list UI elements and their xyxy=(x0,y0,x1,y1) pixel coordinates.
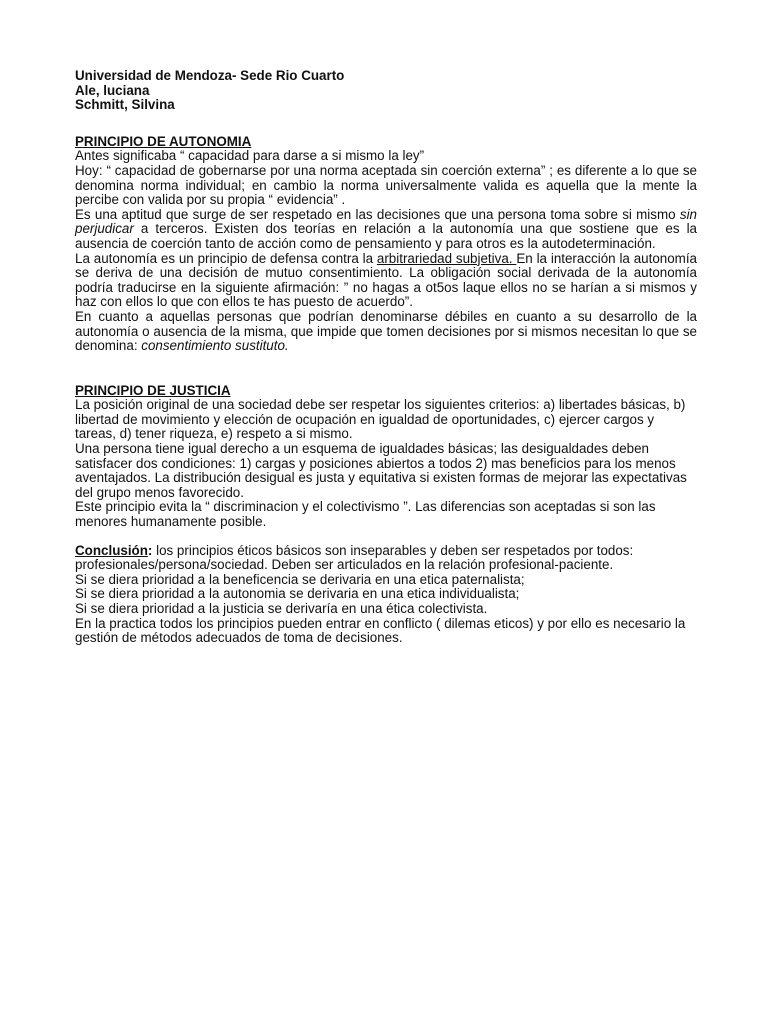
autonomia-p4-text-a: La autonomía es un principio de defensa contra la xyxy=(75,250,377,266)
conclusion-line-4: En la practica todos los principios pueden entrar en conflicto ( dilemas eticos) y por ello es necesario la gestión de métodos adecuados de toma de decisiones. xyxy=(75,615,686,646)
conclusion-line-2: Si se diera prioridad a la autonomia se derivaria en una etica individualista; xyxy=(75,586,520,602)
autonomia-p4-text-b: En la interacción la autonomía se deriva de una decisión de mutuo consentimiento. La obligación social derivada de la autonomía podría traducirse en la siguiente afirmación: ” no hagas a ot5os laque ellos no se harían a si mismos y haz con ellos lo que con ellos te has puesto de acuerdo”. xyxy=(75,250,697,310)
conclusion-line-1: Si se diera prioridad a la beneficencia se derivaria en una etica paternalista; xyxy=(75,571,525,587)
conclusion-line-3: Si se diera prioridad a la justicia se derivaría en una ética colectivista. xyxy=(75,601,488,616)
autonomia-paragraph-4 xyxy=(75,252,697,310)
autonomia-p3-text-b: a terceros. Existen dos teorías en relación a la autonomía una que sostiene que es la ausencia de coerción tanto de acción como de pensamiento y para otros es la autodeterminación. xyxy=(75,221,697,251)
section-title-autonomia: PRINCIPIO DE AUTONOMIA xyxy=(75,133,252,149)
autonomia-p4-underlined: arbitrariedad subjetiva. xyxy=(376,250,517,266)
autonomia-p5-italic: consentimiento sustituto. xyxy=(141,338,289,354)
autonomia-p5-text-a: En cuanto a aquellas personas que podrían denominarse débiles en cuanto a su desarrollo de la autonomía o ausencia de la misma, que impide que tomen decisiones por si mismos necesitan lo que se denomina: xyxy=(75,308,697,354)
autonomia-paragraph-3 xyxy=(75,208,697,252)
autonomia-paragraph-1: Antes significaba “ capacidad para darse a si mismo la ley” xyxy=(75,148,425,164)
section-title-justicia: PRINCIPIO DE JUSTICIA xyxy=(75,382,231,398)
document-page xyxy=(75,69,697,646)
justicia-paragraph-3: Este principio evita la “ discriminacion y el colectivismo ”. Las diferencias son aceptadas si son las menores humanamente posible. xyxy=(75,499,656,530)
autonomia-p3-text-a: Es una aptitud que surge de ser respetado en las decisiones que una persona toma sobre si mismo xyxy=(75,206,680,222)
document-header xyxy=(75,69,697,113)
conclusion-colon: : xyxy=(147,542,153,558)
autonomia-p3-italic: sin perjudicar xyxy=(75,206,697,237)
university-name: Universidad de Mendoza- Sede Rio Cuarto xyxy=(75,68,345,83)
autonomia-paragraph-2: Hoy: “ capacidad de gobernarse por una norma aceptada sin coerción externa” ; es diferente a lo que se denomina norma individual; en cambio la norma universalmente valida es aquella que la mente la percibe con valida por su propia “ evidencia” . xyxy=(75,162,697,208)
author-2: Schmitt, Silvina xyxy=(75,97,175,113)
conclusion-paragraph xyxy=(75,544,697,573)
conclusion-text: los principios éticos básicos son inseparables y deben ser respetados por todos: profesionales/persona/sociedad. Deben ser articulados en la relación profesional-paciente. xyxy=(75,542,634,573)
conclusion-label: Conclusión xyxy=(75,542,148,558)
author-1: Ale, luciana xyxy=(75,82,150,98)
autonomia-paragraph-5 xyxy=(75,310,697,354)
justicia-paragraph-2: Una persona tiene igual derecho a un esquema de igualdades básicas; las desigualdades deben satisfacer dos condiciones: 1) cargas y posiciones abiertos a todos 2) mas beneficios para los menos aventajados. La distribución desigual es justa y equitativa si existen formas de mejorar las expectativas del grupo menos favorecido. xyxy=(75,441,687,500)
justicia-paragraph-1: La posición original de una sociedad debe ser respetar los siguientes criterios: a) libertades básicas, b) libertad de movimiento y elección de ocupación en igualdad de oportunidades, c) ejercer cargos y tareas, d) tener riqueza, e) respeto a si mismo. xyxy=(75,397,686,442)
